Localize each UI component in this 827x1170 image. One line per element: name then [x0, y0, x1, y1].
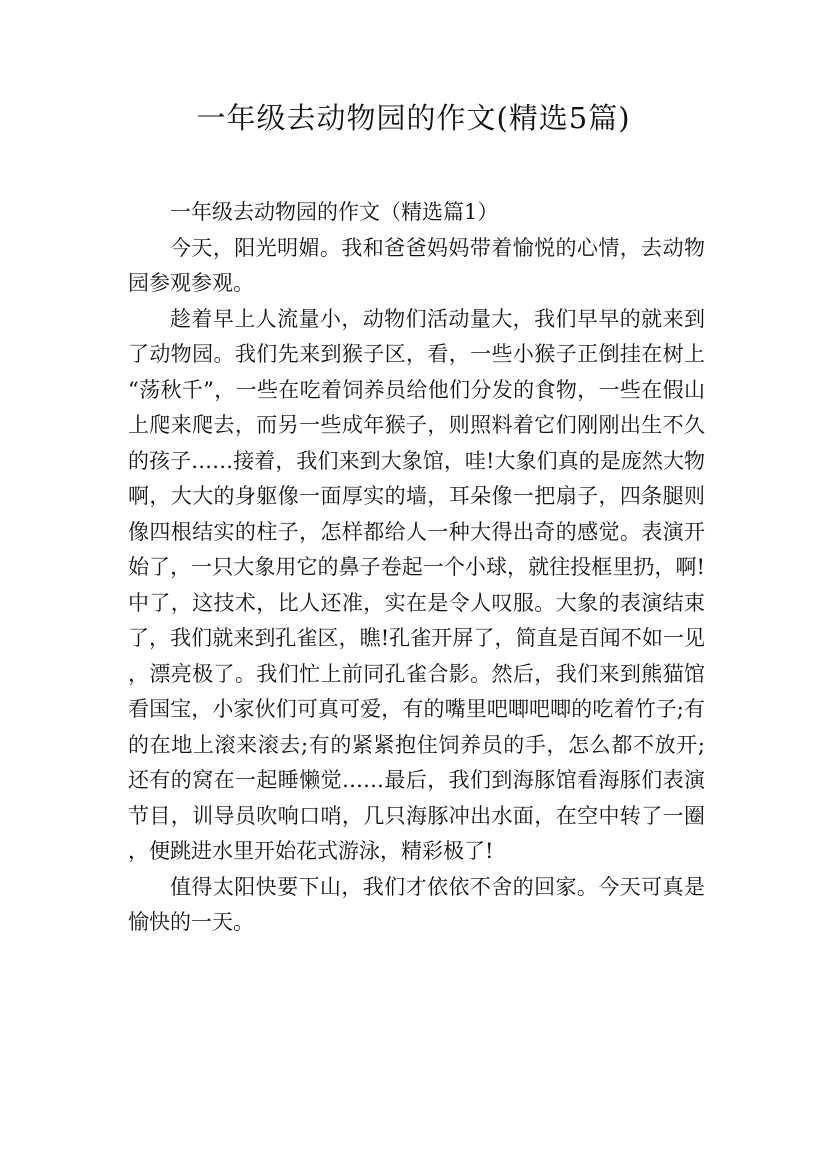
- paragraph-ending: 值得太阳快要下山，我们才依依不舍的回家。今天可真是愉快的一天。: [128, 874, 705, 934]
- document-title: 一年级去动物园的作文(精选5篇): [196, 101, 631, 135]
- section-heading: 一年级去动物园的作文（精选篇1）: [170, 200, 499, 224]
- paragraph-main: 趁着早上人流量小，动物们活动量大，我们早早的就来到了动物园。我们先来到猴子区，看，一些小猴子正倒挂在树上“荡秋千”，一些在吃着饲养员给他们分发的食物，一些在假山上爬来爬去，而另一些成年猴子，则照料着它们刚刚出生不久的孩子……接着，我们来到大象馆，哇!大象们真的是庞然大物啊，大大的身躯像一面厚实的墙，耳朵像一把扇子，四条腿则像四根结实的柱子，怎样都给人一种大得出奇的感觉。表演开始了，一只大象用它的鼻子卷起一个小球，就往投框里扔，啊!中了，这技术，比人还准，实在是令人叹服。大象的表演结束了，我们就来到孔雀区，瞧!孔雀开屏了，简直是百闻不如一见，漂亮极了。我们忙上前同孔雀合影。然后，我们来到熊猫馆看国宝，小家伙们可真可爱，有的嘴里吧唧吧唧的吃着竹子;有的在地上滚来滚去;有的紧紧抱住饲养员的手，怎么都不放开;还有的窝在一起睡懒觉……最后，我们到海豚馆看海豚们表演节目，训导员吹响口哨，几只海豚冲出水面，在空中转了一圈，便跳进水里开始花式游泳，精彩极了!: [128, 306, 705, 863]
- paragraph-intro: 今天，阳光明媚。我和爸爸妈妈带着愉悦的心情，去动物园参观参观。: [128, 235, 705, 295]
- document-body: [128, 195, 705, 941]
